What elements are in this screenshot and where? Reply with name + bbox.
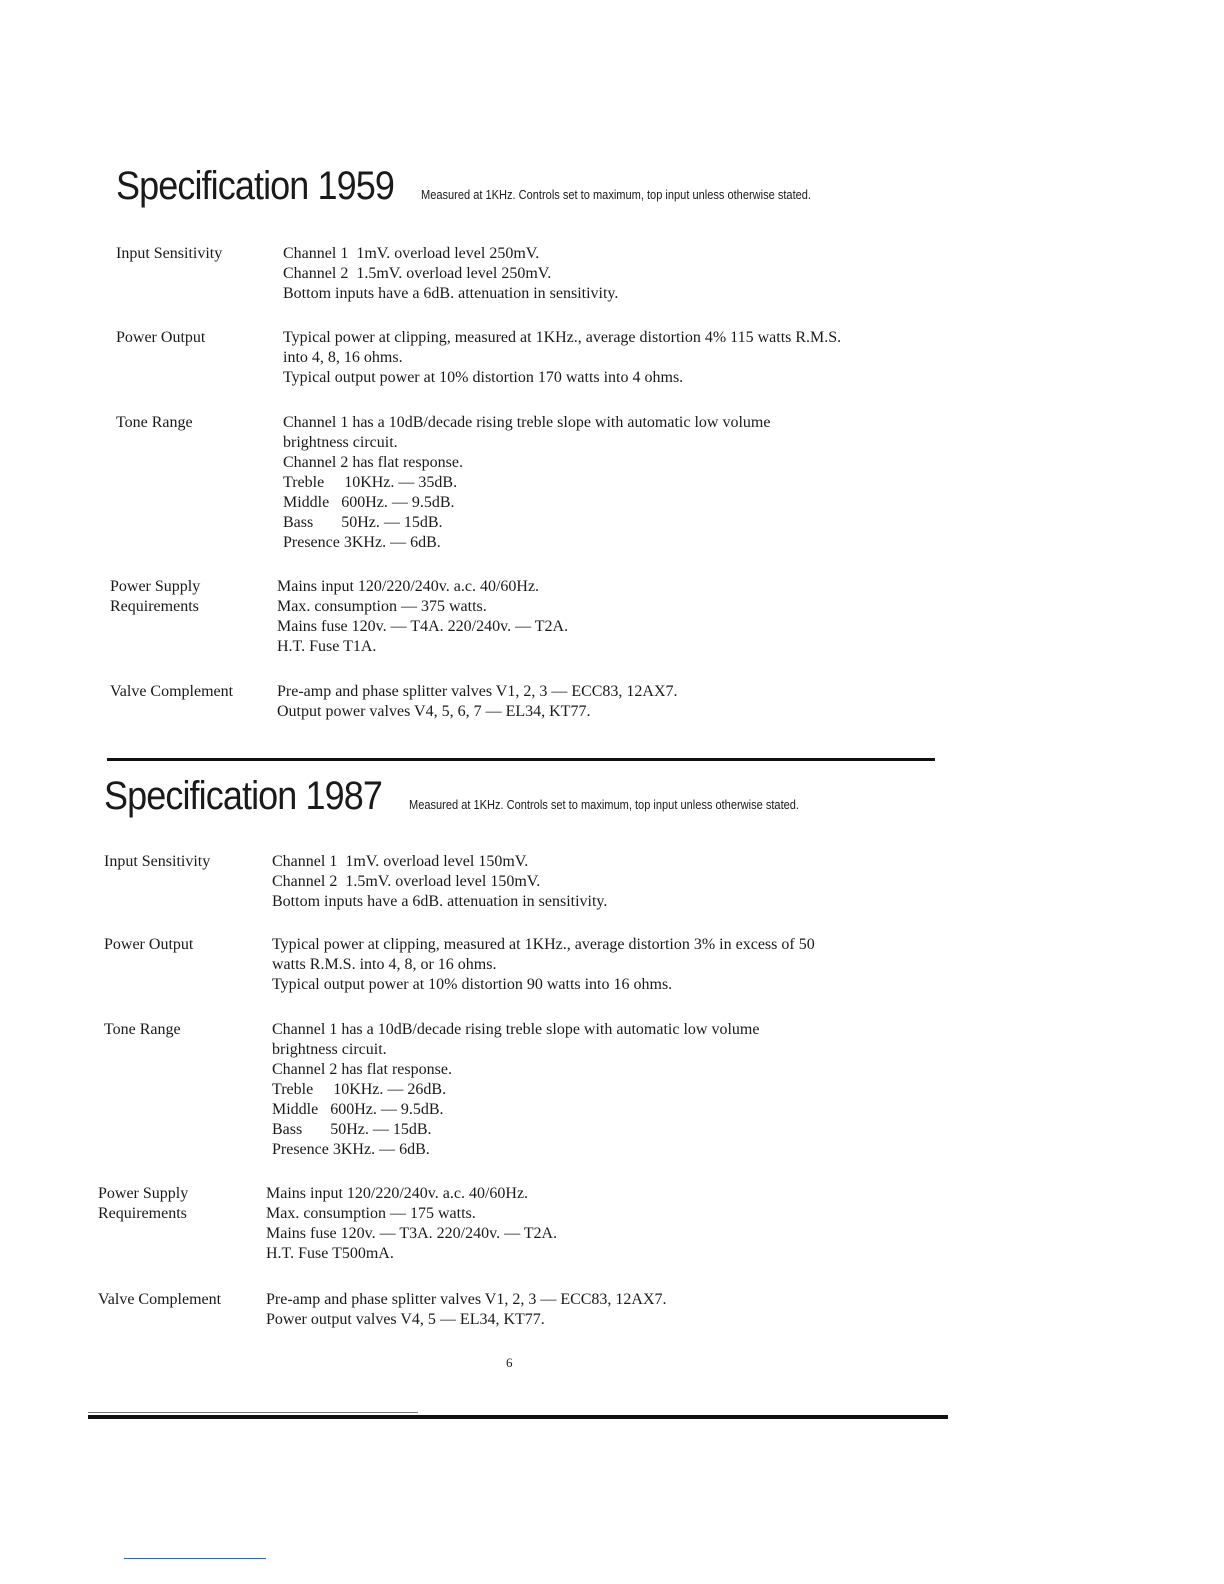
spec-line: into 4, 8, 16 ohms. [283, 349, 403, 366]
spec-line: Middle 600Hz. — 9.5dB. [283, 494, 455, 511]
spec-line: Presence 3KHz. — 6dB. [283, 534, 441, 551]
spec-row-values [266, 1290, 667, 1330]
spec-row-values [266, 1184, 557, 1264]
spec-line: Channel 2 1.5mV. overload level 250mV. [283, 265, 552, 282]
spec-line: Power output valves V4, 5 — EL34, KT77. [266, 1311, 545, 1328]
spec-line: Output power valves V4, 5, 6, 7 — EL34, KT77. [277, 703, 591, 720]
spec-row-values [272, 1020, 759, 1160]
spec-line: Middle 600Hz. — 9.5dB. [272, 1101, 444, 1118]
spec-line: Treble 10KHz. — 35dB. [283, 474, 458, 491]
spec-row-label: Tone Range [104, 1021, 181, 1038]
spec-line: Presence 3KHz. — 6dB. [272, 1141, 430, 1158]
spec-line: Bass 50Hz. — 15dB. [283, 514, 443, 531]
spec-line: Treble 10KHz. — 26dB. [272, 1081, 447, 1098]
spec-row-label: Tone Range [116, 414, 193, 431]
spec-row-label: Power Supply Requirements [110, 578, 201, 615]
spec-row-label: Power Output [104, 936, 194, 953]
spec-1959-note: Measured at 1KHz. Controls set to maximum, top input unless otherwise stated. [420, 187, 811, 202]
spec-line: Mains input 120/220/240v. a.c. 40/60Hz. [277, 578, 540, 595]
blue-line [124, 1558, 266, 1559]
spec-line: H.T. Fuse T1A. [277, 638, 377, 655]
spec-1959-title: Specification 1959 [116, 164, 395, 208]
spec-line: brightness circuit. [283, 434, 398, 451]
spec-line: Channel 1 has a 10dB/decade rising treble slope with automatic low volume [283, 414, 771, 431]
spec-line: H.T. Fuse T500mA. [266, 1245, 394, 1262]
spec-line: Pre-amp and phase splitter valves V1, 2, 3 — ECC83, 12AX7. [266, 1291, 667, 1308]
spec-row-values [283, 413, 770, 553]
spec-1987-title: Specification 1987 [104, 774, 383, 818]
spec-row-values [272, 935, 815, 995]
spec-line: Mains fuse 120v. — T4A. 220/240v. — T2A. [277, 618, 569, 635]
page-number: 6 [506, 1355, 513, 1370]
spec-line: Max. consumption — 175 watts. [266, 1205, 476, 1222]
spec-line: Channel 1 1mV. overload level 250mV. [283, 245, 540, 262]
spec-line: Bass 50Hz. — 15dB. [272, 1121, 432, 1138]
section-divider [107, 758, 935, 761]
spec-line: Channel 1 1mV. overload level 150mV. [272, 853, 529, 870]
spec-row-values [277, 577, 568, 657]
spec-line: Mains fuse 120v. — T3A. 220/240v. — T2A. [266, 1225, 558, 1242]
spec-row-label: Power Output [116, 329, 206, 346]
spec-line: Channel 1 has a 10dB/decade rising treble slope with automatic low volume [272, 1021, 760, 1038]
spec-line: Bottom inputs have a 6dB. attenuation in sensitivity. [272, 893, 608, 910]
spec-line: Typical output power at 10% distortion 90 watts into 16 ohms. [272, 976, 673, 993]
spec-row-label: Valve Complement [110, 683, 234, 700]
spec-line: watts R.M.S. into 4, 8, or 16 ohms. [272, 956, 497, 973]
bottom-rule [88, 1415, 948, 1419]
spec-row-values [272, 852, 607, 912]
spec-line: Bottom inputs have a 6dB. attenuation in sensitivity. [283, 285, 619, 302]
spec-line: brightness circuit. [272, 1041, 387, 1058]
spec-row-values [283, 244, 618, 304]
spec-line: Mains input 120/220/240v. a.c. 40/60Hz. [266, 1185, 529, 1202]
spec-line: Channel 2 has flat response. [272, 1061, 452, 1078]
spec-line: Typical power at clipping, measured at 1KHz., average distortion 3% in excess of 50 [272, 936, 815, 953]
spec-line: Channel 2 has flat response. [283, 454, 463, 471]
spec-row-values [283, 328, 841, 388]
spec-row-values [277, 682, 678, 722]
spec-row-label: Power Supply Requirements [98, 1185, 189, 1222]
spec-1959-heading [116, 164, 880, 209]
spec-line: Typical power at clipping, measured at 1KHz., average distortion 4% 115 watts R.M.S. [283, 329, 842, 346]
spec-row-label: Input Sensitivity [116, 245, 223, 262]
bottom-rule-thin [88, 1412, 418, 1413]
spec-row-label: Valve Complement [98, 1291, 222, 1308]
spec-line: Max. consumption — 375 watts. [277, 598, 487, 615]
spec-line: Channel 2 1.5mV. overload level 150mV. [272, 873, 541, 890]
spec-line: Pre-amp and phase splitter valves V1, 2, 3 — ECC83, 12AX7. [277, 683, 678, 700]
spec-line: Typical output power at 10% distortion 170 watts into 4 ohms. [283, 369, 684, 386]
spec-1987-note: Measured at 1KHz. Controls set to maximum, top input unless otherwise stated. [408, 797, 799, 812]
spec-1987-heading [104, 774, 868, 819]
spec-row-label: Input Sensitivity [104, 853, 211, 870]
